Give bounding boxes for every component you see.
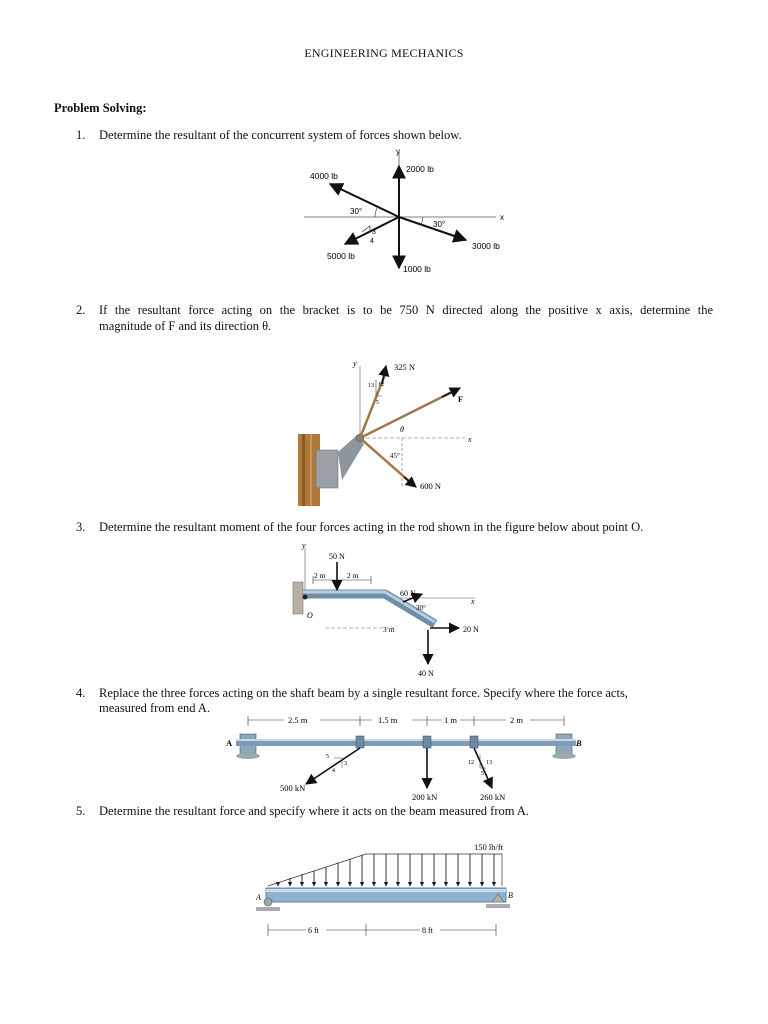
force-500-arrow [306, 748, 360, 784]
y-axis-label: y [396, 147, 400, 156]
wall-support [293, 582, 303, 614]
label-200: 200 kN [412, 792, 438, 802]
problem-number: 3. [76, 520, 86, 534]
label-2m-b: 2 m [347, 571, 359, 580]
section-heading: Problem Solving: [54, 101, 147, 115]
figure-shaft-beam [222, 712, 602, 806]
problem-text-line-1: Replace the three forces acting on the shaft beam by a single resultant force. Specify where the force acts, [99, 686, 628, 700]
point-O-label: O [307, 611, 313, 620]
figure-rod [285, 538, 505, 680]
slope-5: 5 [326, 754, 329, 760]
slope-5: 5 [376, 400, 379, 406]
label-1000: 1000 lb [403, 264, 431, 274]
problem-text: Determine the resultant of the concurrent system of forces shown below. [99, 128, 462, 142]
angle-arc-right [421, 217, 423, 225]
label-45: 45° [390, 452, 400, 460]
problem-number: 4. [76, 686, 86, 700]
load-envelope [268, 854, 502, 886]
y-axis-label: y [353, 359, 357, 368]
figure-distributed-load-beam [246, 836, 536, 946]
bracket-plate [316, 450, 338, 488]
problem-text-line-1: If the resultant force acting on the bracket is to be 750 N directed along the positive x axis, determine the [99, 303, 713, 317]
label-A: A [256, 893, 261, 902]
label-325: 325 N [394, 362, 416, 372]
label-1.5m: 1.5 m [378, 715, 398, 725]
label-B: B [576, 738, 582, 748]
problem-number: 5. [76, 804, 86, 818]
slope-13: 13 [486, 760, 492, 766]
label-500: 500 kN [280, 783, 306, 793]
slope-12: 12 [468, 760, 474, 766]
slope-12: 12 [378, 382, 384, 388]
label-2m-a: 2 m [314, 571, 326, 580]
label-theta: θ [400, 425, 404, 434]
force-4000-arrow [330, 184, 399, 217]
label-260: 260 kN [480, 792, 506, 802]
slope-4: 4 [370, 238, 374, 245]
label-2000: 2000 lb [406, 164, 434, 174]
problem-text: Determine the resultant force and specify where it acts on the beam measured from A. [99, 804, 530, 818]
document-title: ENGINEERING MECHANICS [304, 46, 464, 60]
figure-bracket [290, 352, 490, 512]
beam-highlight [266, 889, 506, 892]
force-600-arrow [404, 477, 416, 487]
member-F [360, 390, 456, 438]
label-8ft: 8 ft [422, 926, 433, 935]
collar [356, 736, 364, 748]
problem-number: 2. [76, 303, 86, 317]
label-30: 30° [416, 604, 426, 612]
label-1m: 1 m [444, 715, 457, 725]
collar [423, 736, 431, 748]
support-base-A [236, 753, 260, 759]
label-angle-right: 30° [433, 220, 446, 229]
label-6ft: 6 ft [308, 926, 319, 935]
label-600: 600 N [420, 481, 442, 491]
problem-3 [0, 520, 768, 536]
label-angle-left: 30° [350, 207, 363, 216]
label-40: 40 N [418, 669, 434, 678]
load-arrows [278, 854, 494, 886]
label-B: B [508, 891, 513, 900]
problem-text-line-2: magnitude of F and its direction θ. [99, 319, 272, 333]
problem-text-line-2: measured from end A. [99, 701, 211, 715]
label-4000: 4000 lb [310, 171, 338, 181]
slope-13: 13 [368, 383, 374, 389]
support-base-B [486, 904, 510, 908]
collar [470, 736, 478, 748]
x-axis-label: x [471, 597, 475, 606]
shaft-highlight [236, 739, 576, 741]
y-axis-label: y [302, 541, 306, 550]
x-axis-label: x [468, 435, 472, 444]
problem-5 [0, 804, 768, 820]
support-base-A [256, 907, 280, 911]
problem-1 [0, 128, 768, 144]
label-50: 50 N [329, 552, 345, 561]
problem-number: 1. [76, 128, 86, 142]
label-60: 60 N [400, 589, 416, 598]
wood-grain [310, 434, 312, 506]
angle-arc-left [375, 208, 377, 217]
slope-5b: 5 [481, 771, 484, 777]
label-load: 150 lb/ft [474, 842, 504, 852]
pin-support-A [264, 898, 272, 906]
x-axis-label: x [500, 213, 504, 222]
support-base-B [552, 753, 576, 759]
problem-text: Determine the resultant moment of the four forces acting in the rod shown in the figure below about point O. [99, 520, 644, 534]
slope-3: 3 [344, 761, 347, 767]
label-2.5m: 2.5 m [288, 715, 308, 725]
problem-2 [0, 303, 768, 335]
point-O [303, 595, 308, 600]
label-2m: 2 m [510, 715, 523, 725]
label-3m: 3 m [383, 625, 395, 634]
wood-grain [302, 434, 305, 506]
bracket-arm [338, 436, 364, 480]
slope-3: 3 [372, 229, 376, 236]
member-600 [360, 438, 410, 482]
slope-4: 4 [332, 768, 335, 774]
label-20: 20 N [463, 625, 479, 634]
label-3000: 3000 lb [472, 241, 500, 251]
label-5000: 5000 lb [327, 251, 355, 261]
label-A: A [226, 738, 233, 748]
label-F: F [458, 395, 463, 404]
figure-concurrent-forces [300, 144, 530, 284]
